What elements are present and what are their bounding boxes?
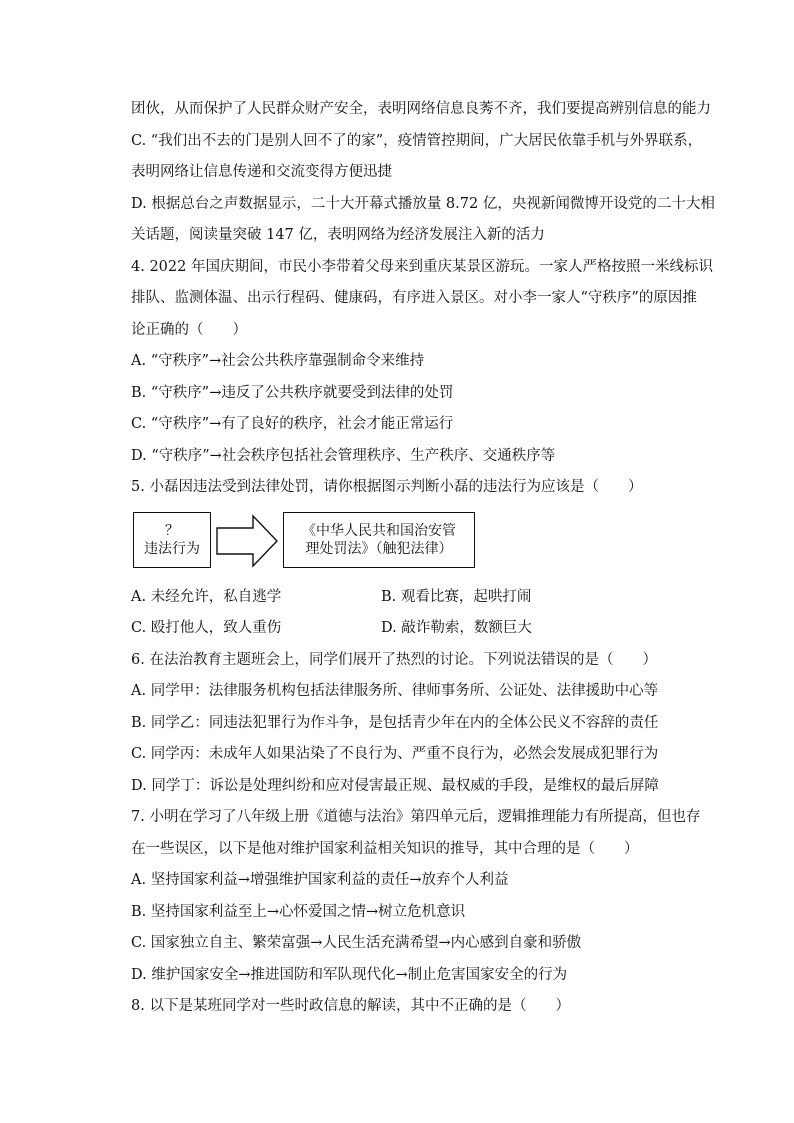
question-stem: 5. 小磊因违法受到法律处罚，请你根据图示判断小磊的违法行为应该是（ ）: [131, 479, 643, 495]
option-b: B. “守秩序”→违反了公共秩序就要受到法律的处罚: [131, 384, 454, 401]
option-d: D. 敲诈勒索，数额巨大: [381, 620, 532, 636]
text-line: 团伙，从而保护了人民群众财产安全，表明网络信息良莠不齐，我们要提高辨别信息的能力: [131, 101, 711, 117]
option-d: D. 同学丁：诉讼是处理纠纷和应对侵害最正规、最权威的手段，是维权的最后屏障: [131, 777, 659, 794]
text-line: 关话题，阅读量突破 147 亿，表明网络为经济发展注入新的活力: [131, 227, 545, 243]
question-stem: 论正确的（ ）: [131, 321, 247, 338]
option-c-line: C. “我们出不去的门是别人回不了的家”，疫情管控期间，广大居民依靠手机与外界联系，: [131, 132, 703, 149]
option-a: A. 未经允许，私自逃学: [131, 588, 282, 605]
question-stem: 排队、监测体温、出示行程码、健康码，有序进入景区。对小李一家人“守秩序”的原因推: [131, 290, 697, 306]
option-b: B. 观看比赛，起哄打闹: [381, 588, 532, 605]
law-box: [283, 512, 475, 568]
question-stem: 6. 在法治教育主题班会上，同学们展开了热烈的讨论。下列说法错误的是（ ）: [131, 651, 657, 668]
question-stem: 7. 小明在学习了八年级上册《道德与法治》第四单元后，逻辑推理能力有所提高，但也存: [131, 809, 701, 825]
option-d: D. 维护国家安全→推进国防和军队现代化→制止危害国家安全的行为: [131, 966, 568, 983]
option-b: B. 同学乙：同违法犯罪行为作斗争，是包括青少年在内的全体公民义不容辞的责任: [131, 714, 659, 731]
flow-diagram: [131, 508, 711, 580]
option-c: C. “守秩序”→有了良好的秩序，社会才能正常运行: [131, 416, 454, 432]
question-stem: 8. 以下是某班同学对一些时政信息的解读，其中不正确的是（ ）: [131, 998, 570, 1014]
question-7: [131, 806, 711, 986]
option-b: B. 坚持国家利益至上→心怀爱国之情→树立危机意识: [131, 903, 466, 920]
page-content: [131, 98, 715, 1027]
question-stem: 4. 2022 年国庆期间，市民小李带着父母来到重庆某景区游玩。一家人严格按照一米线标识: [131, 258, 713, 275]
option-c: C. 同学丙：未成年人如果沾染了不良行为、严重不良行为，必然会发展成犯罪行为: [131, 746, 659, 762]
question-8: [131, 995, 711, 1017]
option-c: C. 殴打他人，致人重伤: [131, 620, 282, 636]
right-arrow-icon: [215, 513, 279, 569]
question-mark: ？: [165, 522, 179, 539]
question-5: [131, 476, 711, 639]
q3-continued: [131, 98, 715, 246]
question-stem: 在一些误区，以下是他对维护国家利益相关知识的推导，其中合理的是（ ）: [131, 840, 639, 857]
question-6: [131, 649, 711, 797]
option-c: C. 国家独立自主、繁荣富强→人民生活充满希望→内心感到自豪和骄傲: [131, 935, 582, 951]
question-4: [131, 256, 711, 467]
illegal-act-label: 违法行为: [144, 540, 200, 557]
option-d: D. “守秩序”→社会秩序包括社会管理秩序、生产秩序、交通秩序等: [131, 447, 556, 464]
law-name-line2: 理处罚法》（触犯法律）: [305, 540, 453, 557]
law-name-line1: 《中华人民共和国治安管: [302, 522, 456, 539]
illegal-act-box: [133, 512, 211, 568]
options-row: [131, 617, 711, 639]
options-row: [131, 586, 711, 608]
option-a: A. 同学甲：法律服务机构包括法律服务所、律师事务所、公证处、法律援助中心等: [131, 683, 659, 699]
option-a: A. “守秩序”→社会公共秩序靠强制命令来维持: [131, 353, 425, 369]
option-d-line: D. 根据总台之声数据显示，二十大开幕式播放量 8.72 亿，央视新闻微博开设党的二十大相: [131, 195, 715, 212]
text-line: 表明网络让信息传递和交流变得方便迅捷: [131, 164, 392, 180]
option-a: A. 坚持国家利益→增强维护国家利益的责任→放弃个人利益: [131, 872, 509, 888]
